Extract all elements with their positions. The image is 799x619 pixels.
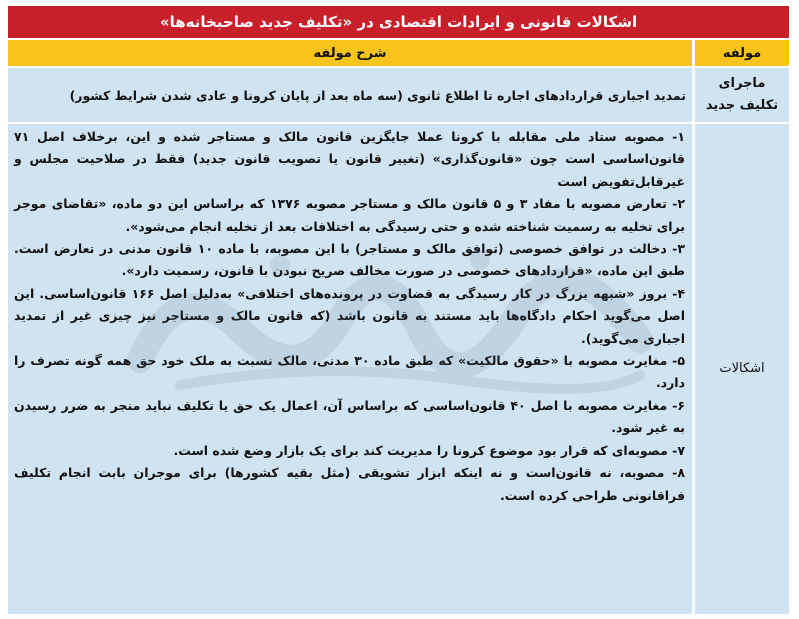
row-description-cell: تمدید اجباری قراردادهای اجاره تا اطلاع ثانوی (سه ماه بعد از پایان کرونا و عادی شدن شرایط کشور) (8, 68, 692, 122)
issues-list (8, 124, 692, 614)
row-component-label: ماجرای تکلیف جدید (705, 76, 779, 113)
list-item: ۴- بروز «شبهه بزرگ در کار رسیدگی به قضاوت در پرونده‌های اختلافی» به‌دلیل اصل ۱۶۶ قانون‌اساسی. این اصل می‌گوید احکام دادگاه‌ها باید مستند به قانون باشد (که قانون مالک و مستاجر نیز چیزی غیر از تمدید اجباری می‌گوید). (14, 285, 686, 346)
list-item: ۵- مغایرت مصوبه با «حقوق مالکیت» که طبق ماده ۳۰ مدنی، مالک نسبت به ملک خود حق همه گونه تصرف را دارد. (14, 353, 686, 391)
row-component-cell (695, 68, 789, 122)
header-row (8, 40, 789, 66)
list-item: ۲- تعارض مصوبه با مفاد ۳ و ۵ قانون مالک و مستاجر مصوبه ۱۳۷۶ که براساس این دو ماده، «تقاضای موجر برای تخلیه به رسمیت شناخته شده و حتی رسیدگی به اختلافات بعد از تخلیه انجام می‌شود». (14, 196, 685, 234)
list-item: ۱- مصوبه ستاد ملی مقابله با کرونا عملا جایگزین قانون مالک و مستاجر شده و این، برخلاف اصل ۷۱ قانون‌اساسی است چون «قانون‌گذاری» (تغییر قانون یا تصویب قانون جدید) فقط در صلاحیت مجلس و غیرقابل‌تفویض است (14, 129, 685, 189)
row-component-cell: اشکالات (695, 124, 789, 614)
header-component: مولفه (695, 40, 789, 66)
table-row (8, 68, 789, 122)
table-title: اشکالات قانونی و ایرادات اقتصادی در «تکلیف جدید صاحبخانه‌ها» (8, 6, 789, 38)
list-item: ۶- مغایرت مصوبه با اصل ۴۰ قانون‌اساسی که براساس آن، اعمال یک حق یا تکلیف نباید منجر به ضرر رسیدن به غیر شود. (14, 397, 685, 436)
list-item: ۸- مصوبه، نه قانون‌است و نه اینکه ابزار تشویقی (مثل بقیه کشورها) برای موجران بابت انجام تکلیف فراقانونی طراحی کرده است. (14, 465, 685, 503)
list-item: ۷- مصوبه‌ای که قرار بود موضوع کرونا را مدیریت کند برای یک بازار وضع شده است. (173, 442, 685, 458)
list-item: ۳- دخالت در توافق خصوصی (توافق مالک و مستاجر) با این مصوبه، با ماده ۱۰ قانون مدنی در تعارض است. طبق این ماده، «قراردادهای خصوصی در صورت مخالف صریح نبودن با قانون، رسمیت دارد». (14, 241, 685, 279)
table-row (8, 124, 789, 614)
header-description: شرح مولفه (8, 40, 692, 66)
